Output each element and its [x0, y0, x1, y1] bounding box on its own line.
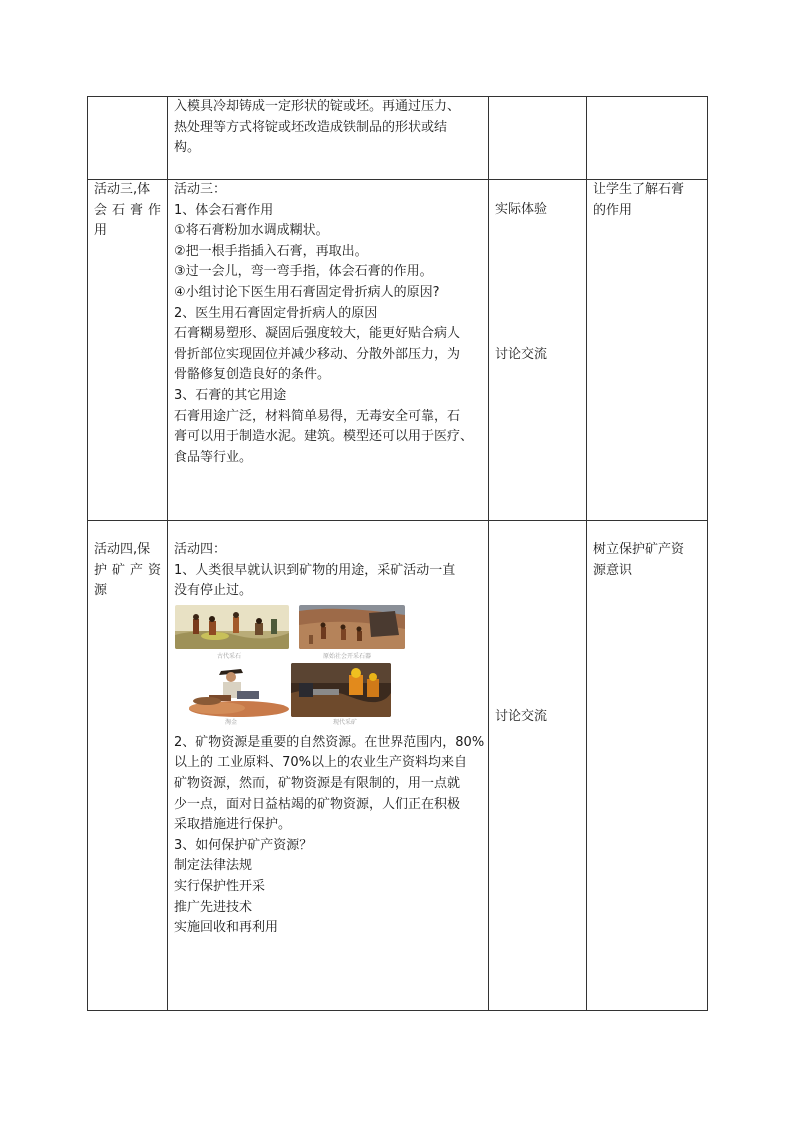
text-line: 入模具冷却铸成一定形状的锭或坯。再通过压力、	[174, 99, 461, 114]
text-line: 3、石膏的其它用途	[174, 387, 287, 403]
text-line: 没有停止过。	[174, 583, 253, 599]
photo-caption: 现代采矿	[333, 718, 358, 726]
activity-title-line: 用	[94, 223, 108, 239]
activity-title-line: 护矿产资	[94, 562, 161, 578]
text-line: 采取措施进行保护。	[174, 817, 292, 833]
text-line: 实施回收和再利用	[174, 920, 279, 936]
text-line: 矿物资源，然而，矿物资源是有限制的，用一点就	[174, 775, 461, 791]
text-line: 活动四：	[174, 542, 227, 557]
lesson-plan-table	[87, 96, 708, 1011]
table-row	[88, 180, 708, 521]
text-line: 3、如何保护矿产资源？	[174, 837, 313, 853]
design-intent-line: 源意识	[593, 562, 633, 578]
text-line: 1、人类很早就认识到矿物的用途，采矿活动一直	[174, 562, 456, 578]
text-line: 骨骼修复创造良好的条件。	[174, 367, 331, 383]
text-line: 食品等行业。	[174, 449, 253, 465]
text-line: 推广先进技术	[174, 899, 253, 915]
student-activity-text: 实际体验	[495, 202, 548, 217]
table-row	[88, 521, 708, 1011]
text-line: 少一点，面对日益枯竭的矿物资源，人们正在积极	[174, 796, 461, 812]
activity-cell	[88, 180, 168, 521]
text-line: 膏可以用于制造水泥。建筑。模型还可以用于医疗、	[174, 429, 474, 445]
text-line: ④小组讨论下医生用石膏固定骨折病人的原因?	[174, 284, 440, 300]
activity-cell	[88, 521, 168, 1011]
student-activity-text: 讨论交流	[495, 709, 548, 724]
design-intent-line: 的作用	[593, 202, 633, 218]
text-line: 制定法律法规	[174, 858, 253, 874]
photo-ancient-quarrying	[175, 605, 289, 649]
mining-photos-group	[173, 605, 482, 729]
photo-modern-mining	[291, 663, 391, 717]
text-line: 2、医生用石膏固定骨折病人的原因	[174, 305, 378, 321]
activity-title-line: 活动四,保	[94, 542, 151, 557]
text-line: 热处理等方式将锭或坯改造成铁制品的形状或结	[174, 119, 448, 135]
text-line: 活动三：	[174, 182, 227, 197]
content-cell	[168, 521, 489, 1011]
text-line: 石膏用途广泛，材料简单易得，无毒安全可靠，石	[174, 408, 461, 424]
activity-cell	[88, 97, 168, 180]
student-activity-cell	[489, 180, 587, 521]
text-line: 石膏糊易塑形、凝固后强度较大，能更好贴合病人	[174, 326, 461, 342]
design-intent-cell	[587, 180, 708, 521]
student-activity-text: 讨论交流	[495, 346, 548, 362]
student-activity-cell	[489, 521, 587, 1011]
design-intent-line: 让学生了解石膏	[593, 182, 685, 197]
content-cell	[168, 180, 489, 521]
text-line: 以上的 工业原料、70%以上的农业生产资料均来自	[174, 755, 468, 771]
student-activity-cell	[489, 97, 587, 180]
text-line: ②把一根手指插入石膏，再取出。	[174, 243, 368, 259]
activity-title-line: 源	[94, 583, 108, 599]
photo-caption: 原始社会开采石器	[323, 652, 372, 660]
photo-gold-panning	[177, 663, 289, 717]
design-intent-line: 树立保护矿产资	[593, 542, 685, 557]
photo-caption: 淘金	[225, 718, 238, 726]
text-line: ③过一会儿，弯一弯手指，体会石膏的作用。	[174, 264, 433, 280]
table-row	[88, 97, 708, 180]
design-intent-cell	[587, 521, 708, 1011]
activity-title-line: 活动三,体	[94, 182, 151, 197]
activity-title-line: 会石膏作	[94, 202, 161, 218]
text-line: 2、矿物资源是重要的自然资源。在世界范围内，80%	[174, 734, 485, 750]
text-line: 骨折部位实现固位并减少移动、分散外部压力，为	[174, 346, 461, 362]
content-cell	[168, 97, 489, 180]
design-intent-cell	[587, 97, 708, 180]
text-line: 1、体会石膏作用	[174, 202, 274, 218]
text-line: ①将石膏粉加水调成糊状。	[174, 223, 329, 239]
photo-caption: 古代采石	[217, 652, 242, 660]
text-line: 实行保护性开采	[174, 878, 266, 894]
text-line: 构。	[174, 140, 201, 156]
photo-primitive-mining	[299, 605, 405, 649]
